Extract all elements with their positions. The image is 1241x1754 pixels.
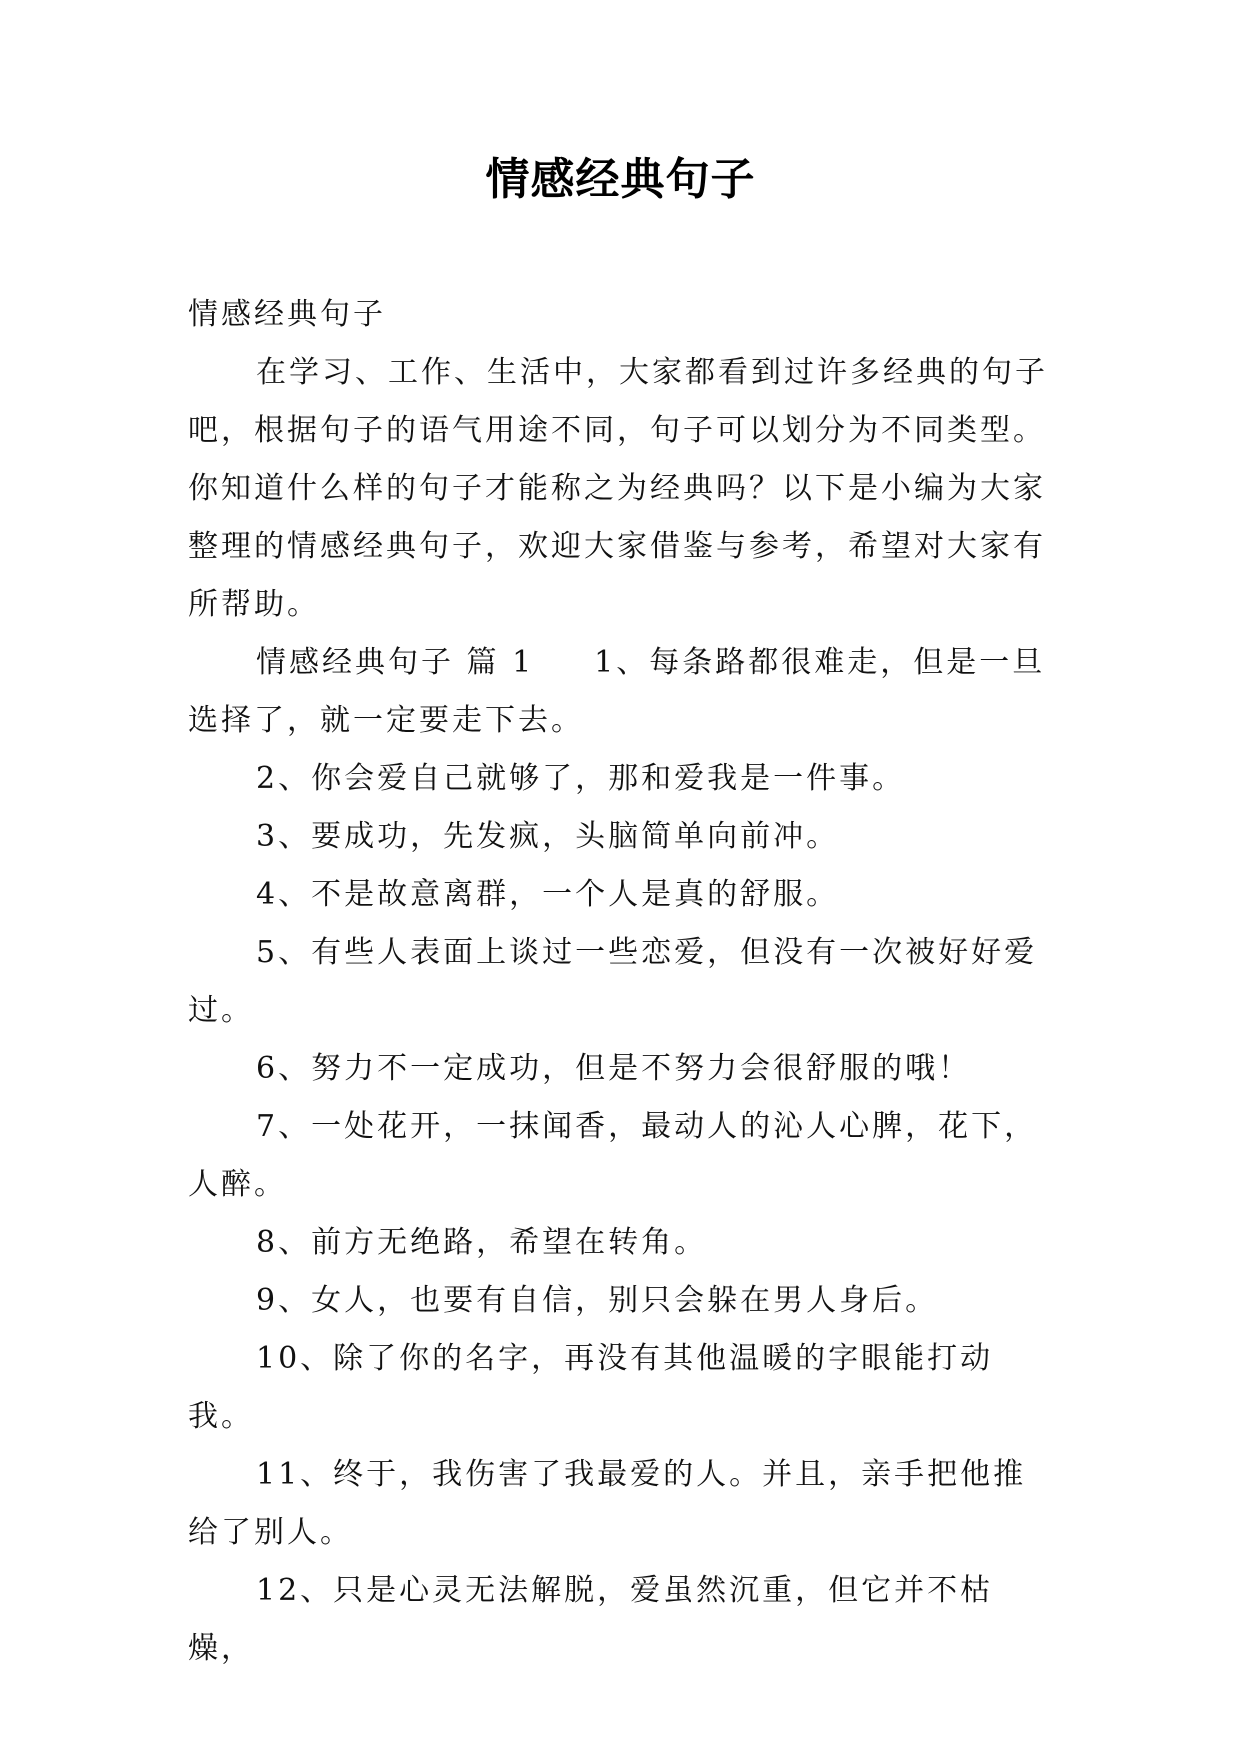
- list-item: 12、只是心灵无法解脱，爱虽然沉重，但它并不枯燥，: [188, 1573, 994, 1666]
- list-item: 2、你会爱自己就够了，那和爱我是一件事。: [256, 761, 906, 796]
- list-item: 8、前方无绝路，希望在转角。: [256, 1225, 708, 1260]
- list-item: 4、不是故意离群，一个人是真的舒服。: [256, 877, 840, 912]
- document-body: [188, 286, 1058, 1678]
- list-item: 11、终于，我伤害了我最爱的人。并且，亲手把他推给了别人。: [188, 1457, 1027, 1550]
- document-subtitle: 情感经典句子: [188, 297, 386, 332]
- section-first-paragraph: [188, 634, 1058, 750]
- list-item: 9、女人，也要有自信，别只会躲在男人身后。: [256, 1283, 939, 1318]
- list-item: 10、除了你的名字，再没有其他温暖的字眼能打动我。: [188, 1341, 994, 1434]
- section-heading: 情感经典句子 篇 1: [256, 645, 535, 680]
- list-item: 6、努力不一定成功，但是不努力会很舒服的哦！: [256, 1051, 972, 1086]
- intro-paragraph: 在学习、工作、生活中，大家都看到过许多经典的句子吧，根据句子的语气用途不同，句子可以划分为不同类型。你知道什么样的句子才能称之为经典吗？以下是小编为大家整理的情感经典句子，欢迎大家借鉴与参考，希望对大家有所帮助。: [188, 355, 1048, 622]
- list-item: 1、每条路都很难走，但是一旦选择了，就一定要走下去。: [188, 645, 1046, 738]
- list-item: 5、有些人表面上谈过一些恋爱，但没有一次被好好爱过。: [188, 935, 1038, 1028]
- list-item: 3、要成功，先发疯，头脑简单向前冲。: [256, 819, 840, 854]
- list-item: 7、一处花开，一抹闻香，最动人的沁人心脾，花下，人醉。: [188, 1109, 1038, 1202]
- document-title: 情感经典句子: [485, 154, 756, 205]
